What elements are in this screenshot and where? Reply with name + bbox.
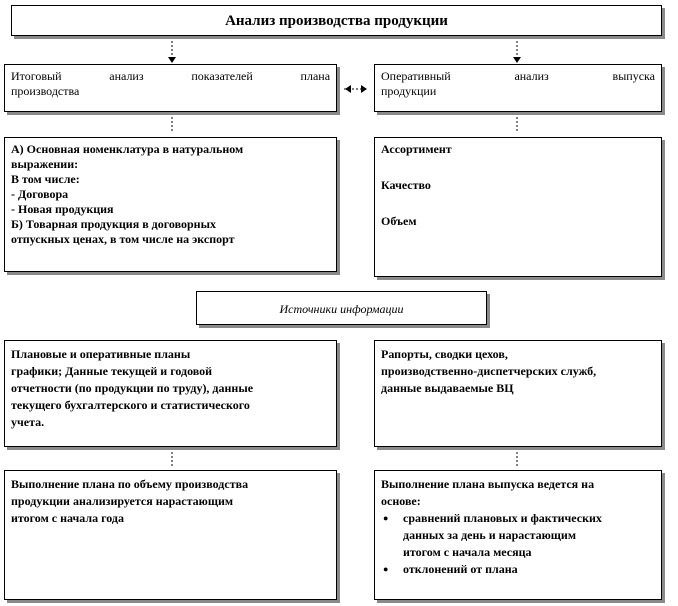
sources-box [196, 291, 487, 325]
text-line: текущего бухгалтерского и статистического [11, 398, 250, 412]
word: плана [300, 69, 331, 83]
word: показателей [191, 69, 253, 83]
text-line: производственно-диспетчерских служб, [381, 364, 597, 378]
text-line: Рапорты, сводки цехов, [381, 347, 508, 361]
text-line: - Договора [11, 187, 69, 201]
arrow-right [361, 85, 367, 93]
text-line: продукции анализируется нарастающим [11, 494, 234, 508]
text-line: А) Основная номенклатура в натуральном [11, 142, 244, 156]
bullet-item [381, 510, 655, 561]
operative-analysis-line1 [381, 69, 655, 84]
word: Итоговый [11, 69, 62, 83]
text-line: Выполнение плана по объему производства [11, 477, 249, 491]
final-analysis-line1 [11, 69, 330, 84]
text-line: В том числе: [11, 172, 80, 186]
box-nomenclature [4, 137, 337, 272]
text-line: ● сравнений плановых и фактических [403, 511, 602, 525]
text-line: данные выдаваемые ВЦ [381, 381, 514, 395]
box-assortment [374, 137, 662, 277]
text-line: данных за день и нарастающим [403, 528, 577, 542]
text-line: учета. [11, 415, 45, 429]
text-line: отпускных ценах, в том числе на экспорт [11, 232, 235, 246]
final-analysis-line2: производства [11, 84, 80, 98]
arrow-down-right [513, 57, 521, 63]
text-line: ● отклонений от плана [403, 562, 518, 576]
title-box [11, 5, 662, 36]
title-text: Анализ производства продукции [225, 13, 448, 29]
box-plan-sources [4, 340, 337, 447]
box-reports [374, 340, 662, 447]
item-volume: Объем [381, 214, 417, 228]
text-line: основе: [381, 494, 421, 508]
text-line: выражении: [11, 157, 79, 171]
item-assortment: Ассортимент [381, 142, 452, 156]
word: анализ [514, 69, 549, 83]
text-line: итогом с начала года [11, 511, 124, 525]
operative-analysis-line2: продукции [381, 84, 437, 98]
text-line: графики; Данные текущей и годовой [11, 364, 213, 378]
arrow-left [345, 85, 351, 93]
text-line: отчетности (по продукции по труду), данные [11, 381, 254, 395]
box-plan-volume [4, 470, 337, 600]
word: Оперативный [381, 69, 451, 83]
word: анализ [109, 69, 144, 83]
bullet-list [381, 510, 655, 578]
item-quality: Качество [381, 178, 431, 192]
word: выпуска [612, 69, 655, 83]
text-line: итогом с начала месяца [403, 545, 532, 559]
bullet-item [381, 561, 655, 578]
arrow-down-left [168, 57, 176, 63]
text-line: Плановые и оперативные планы [11, 347, 191, 361]
sources-label: Источники информации [279, 302, 404, 316]
text-line: Б) Товарная продукция в договорных [11, 217, 216, 231]
box-operative-analysis [374, 64, 662, 112]
text-line: Выполнение плана выпуска ведется на [381, 477, 595, 491]
box-plan-output [374, 470, 662, 600]
text-line: - Новая продукция [11, 202, 114, 216]
box-final-analysis [4, 64, 337, 112]
